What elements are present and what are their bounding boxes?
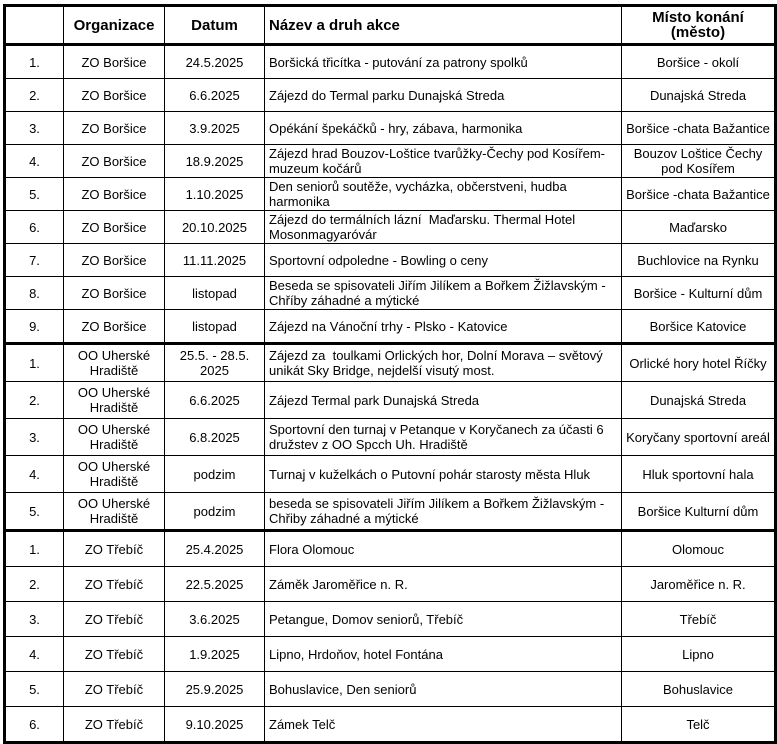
- section-1: [5, 45, 776, 344]
- cell-num: 2.: [5, 567, 64, 602]
- cell-datum: 6.6.2025: [165, 382, 265, 419]
- table-row: [5, 567, 776, 602]
- cell-num: 7.: [5, 244, 64, 277]
- cell-datum: 3.6.2025: [165, 602, 265, 637]
- table-row: [5, 637, 776, 672]
- cell-nazev: Zájezd do Termal parku Dunajská Streda: [265, 79, 622, 112]
- cell-datum: 3.9.2025: [165, 112, 265, 145]
- cell-datum: 24.5.2025: [165, 45, 265, 79]
- cell-nazev: Zámek Telč: [265, 707, 622, 743]
- cell-num: 3.: [5, 602, 64, 637]
- table-row: [5, 244, 776, 277]
- cell-datum: listopad: [165, 310, 265, 344]
- cell-num: 4.: [5, 456, 64, 493]
- cell-nazev: Den seniorů soutěže, vycházka, občerstveni, hudba harmonika: [265, 178, 622, 211]
- cell-datum: 6.8.2025: [165, 419, 265, 456]
- cell-nazev: Sportovní den turnaj v Petanque v Koryčanech za účasti 6 družstev z OO Spcch Uh. Hradiště: [265, 419, 622, 456]
- cell-org: ZO Boršice: [64, 79, 165, 112]
- cell-misto: Boršice -chata Bažantice: [622, 112, 776, 145]
- cell-num: 6.: [5, 211, 64, 244]
- cell-num: 4.: [5, 145, 64, 178]
- cell-org: ZO Boršice: [64, 178, 165, 211]
- cell-nazev: Zájezd hrad Bouzov-Loštice tvarůžky-Čechy pod Kosířem-muzeum kočárů: [265, 145, 622, 178]
- cell-org: ZO Boršice: [64, 112, 165, 145]
- cell-misto: Boršice Kulturní dům: [622, 493, 776, 531]
- cell-org: ZO Třebíč: [64, 531, 165, 567]
- cell-num: 2.: [5, 382, 64, 419]
- table-row: [5, 178, 776, 211]
- cell-org: OO Uherské Hradiště: [64, 419, 165, 456]
- table-row: [5, 45, 776, 79]
- cell-nazev: Boršická třicítka - putování za patrony spolků: [265, 45, 622, 79]
- cell-nazev: Flora Olomouc: [265, 531, 622, 567]
- cell-org: ZO Boršice: [64, 45, 165, 79]
- table-row: [5, 79, 776, 112]
- cell-nazev: Beseda se spisovateli Jiřím Jilíkem a Bořkem Žižlavským - Chříby záhadné a mýtické: [265, 277, 622, 310]
- cell-datum: 9.10.2025: [165, 707, 265, 743]
- cell-num: 6.: [5, 707, 64, 743]
- table-row: [5, 531, 776, 567]
- cell-num: 3.: [5, 112, 64, 145]
- cell-org: ZO Boršice: [64, 211, 165, 244]
- cell-org: ZO Třebíč: [64, 707, 165, 743]
- cell-datum: 25.9.2025: [165, 672, 265, 707]
- cell-misto: Boršice - okolí: [622, 45, 776, 79]
- table-row: [5, 707, 776, 743]
- cell-org: ZO Třebíč: [64, 602, 165, 637]
- cell-org: ZO Boršice: [64, 277, 165, 310]
- cell-datum: 18.9.2025: [165, 145, 265, 178]
- cell-nazev: Turnaj v kuželkách o Putovní pohár starosty města Hluk: [265, 456, 622, 493]
- cell-nazev: Záměk Jaroměřice n. R.: [265, 567, 622, 602]
- cell-misto: Koryčany sportovní areál: [622, 419, 776, 456]
- cell-datum: podzim: [165, 493, 265, 531]
- cell-misto: Dunajská Streda: [622, 382, 776, 419]
- cell-nazev: Opékání špekáčků - hry, zábava, harmonika: [265, 112, 622, 145]
- cell-misto: Jaroměřice n. R.: [622, 567, 776, 602]
- cell-nazev: Zájezd do termálních lázní Maďarsku. Thermal Hotel Mosonmagyaróvár: [265, 211, 622, 244]
- cell-misto: Hluk sportovní hala: [622, 456, 776, 493]
- cell-datum: 20.10.2025: [165, 211, 265, 244]
- cell-num: 4.: [5, 637, 64, 672]
- cell-nazev: Petangue, Domov seniorů, Třebíč: [265, 602, 622, 637]
- table-header: [5, 6, 776, 45]
- cell-misto: Třebíč: [622, 602, 776, 637]
- cell-misto: Olomouc: [622, 531, 776, 567]
- cell-misto: Boršice Katovice: [622, 310, 776, 344]
- cell-org: ZO Třebíč: [64, 637, 165, 672]
- cell-num: 5.: [5, 178, 64, 211]
- cell-datum: 11.11.2025: [165, 244, 265, 277]
- cell-org: ZO Boršice: [64, 244, 165, 277]
- header-organizace: Organizace: [64, 6, 165, 45]
- cell-num: 1.: [5, 344, 64, 382]
- cell-nazev: Zájezd na Vánoční trhy - Plsko - Katovice: [265, 310, 622, 344]
- table-row: [5, 344, 776, 382]
- cell-nazev: Zájezd za toulkami Orlických hor, Dolní Morava – světový unikát Sky Bridge, nejdelší visutý most.: [265, 344, 622, 382]
- cell-nazev: Sportovní odpoledne - Bowling o ceny: [265, 244, 622, 277]
- cell-misto: Dunajská Streda: [622, 79, 776, 112]
- cell-misto: Lipno: [622, 637, 776, 672]
- table-row: [5, 211, 776, 244]
- table-row: [5, 456, 776, 493]
- cell-org: ZO Boršice: [64, 145, 165, 178]
- cell-misto: Bouzov Loštice Čechy pod Kosířem: [622, 145, 776, 178]
- cell-org: ZO Třebíč: [64, 567, 165, 602]
- cell-org: OO Uherské Hradiště: [64, 382, 165, 419]
- cell-datum: podzim: [165, 456, 265, 493]
- table-row: [5, 112, 776, 145]
- cell-nazev: Zájezd Termal park Dunajská Streda: [265, 382, 622, 419]
- section-2: [5, 344, 776, 531]
- cell-misto: Orlické hory hotel Říčky: [622, 344, 776, 382]
- table-row: [5, 419, 776, 456]
- table-row: [5, 672, 776, 707]
- events-table: [3, 4, 777, 744]
- cell-nazev: Bohuslavice, Den seniorů: [265, 672, 622, 707]
- header-misto-konani: Místo konání (město): [622, 6, 776, 45]
- cell-misto: Maďarsko: [622, 211, 776, 244]
- cell-org: OO Uherské Hradiště: [64, 493, 165, 531]
- cell-num: 3.: [5, 419, 64, 456]
- cell-num: 9.: [5, 310, 64, 344]
- cell-misto: Telč: [622, 707, 776, 743]
- cell-datum: 1.10.2025: [165, 178, 265, 211]
- cell-datum: listopad: [165, 277, 265, 310]
- cell-datum: 25.5. - 28.5. 2025: [165, 344, 265, 382]
- table-row: [5, 277, 776, 310]
- table-row: [5, 602, 776, 637]
- cell-misto: Boršice -chata Bažantice: [622, 178, 776, 211]
- section-3: [5, 531, 776, 743]
- cell-nazev: Lipno, Hrdoňov, hotel Fontána: [265, 637, 622, 672]
- cell-datum: 22.5.2025: [165, 567, 265, 602]
- table-row: [5, 145, 776, 178]
- table-row: [5, 310, 776, 344]
- cell-org: ZO Boršice: [64, 310, 165, 344]
- cell-nazev: beseda se spisovateli Jiřím Jilíkem a Bořkem Žižlavským - Chřiby záhadné a mýtické: [265, 493, 622, 531]
- cell-misto: Boršice - Kulturní dům: [622, 277, 776, 310]
- cell-org: OO Uherské Hradiště: [64, 456, 165, 493]
- header-nazev: Název a druh akce: [265, 6, 622, 45]
- cell-num: 1.: [5, 531, 64, 567]
- cell-misto: Buchlovice na Rynku: [622, 244, 776, 277]
- table-row: [5, 382, 776, 419]
- cell-datum: 25.4.2025: [165, 531, 265, 567]
- cell-num: 8.: [5, 277, 64, 310]
- cell-num: 5.: [5, 672, 64, 707]
- header-row: [5, 6, 776, 45]
- cell-num: 1.: [5, 45, 64, 79]
- cell-org: ZO Třebíč: [64, 672, 165, 707]
- cell-num: 2.: [5, 79, 64, 112]
- cell-datum: 6.6.2025: [165, 79, 265, 112]
- cell-misto: Bohuslavice: [622, 672, 776, 707]
- table-row: [5, 493, 776, 531]
- header-datum: Datum: [165, 6, 265, 45]
- cell-num: 5.: [5, 493, 64, 531]
- header-blank: [5, 6, 64, 45]
- cell-org: OO Uherské Hradiště: [64, 344, 165, 382]
- cell-datum: 1.9.2025: [165, 637, 265, 672]
